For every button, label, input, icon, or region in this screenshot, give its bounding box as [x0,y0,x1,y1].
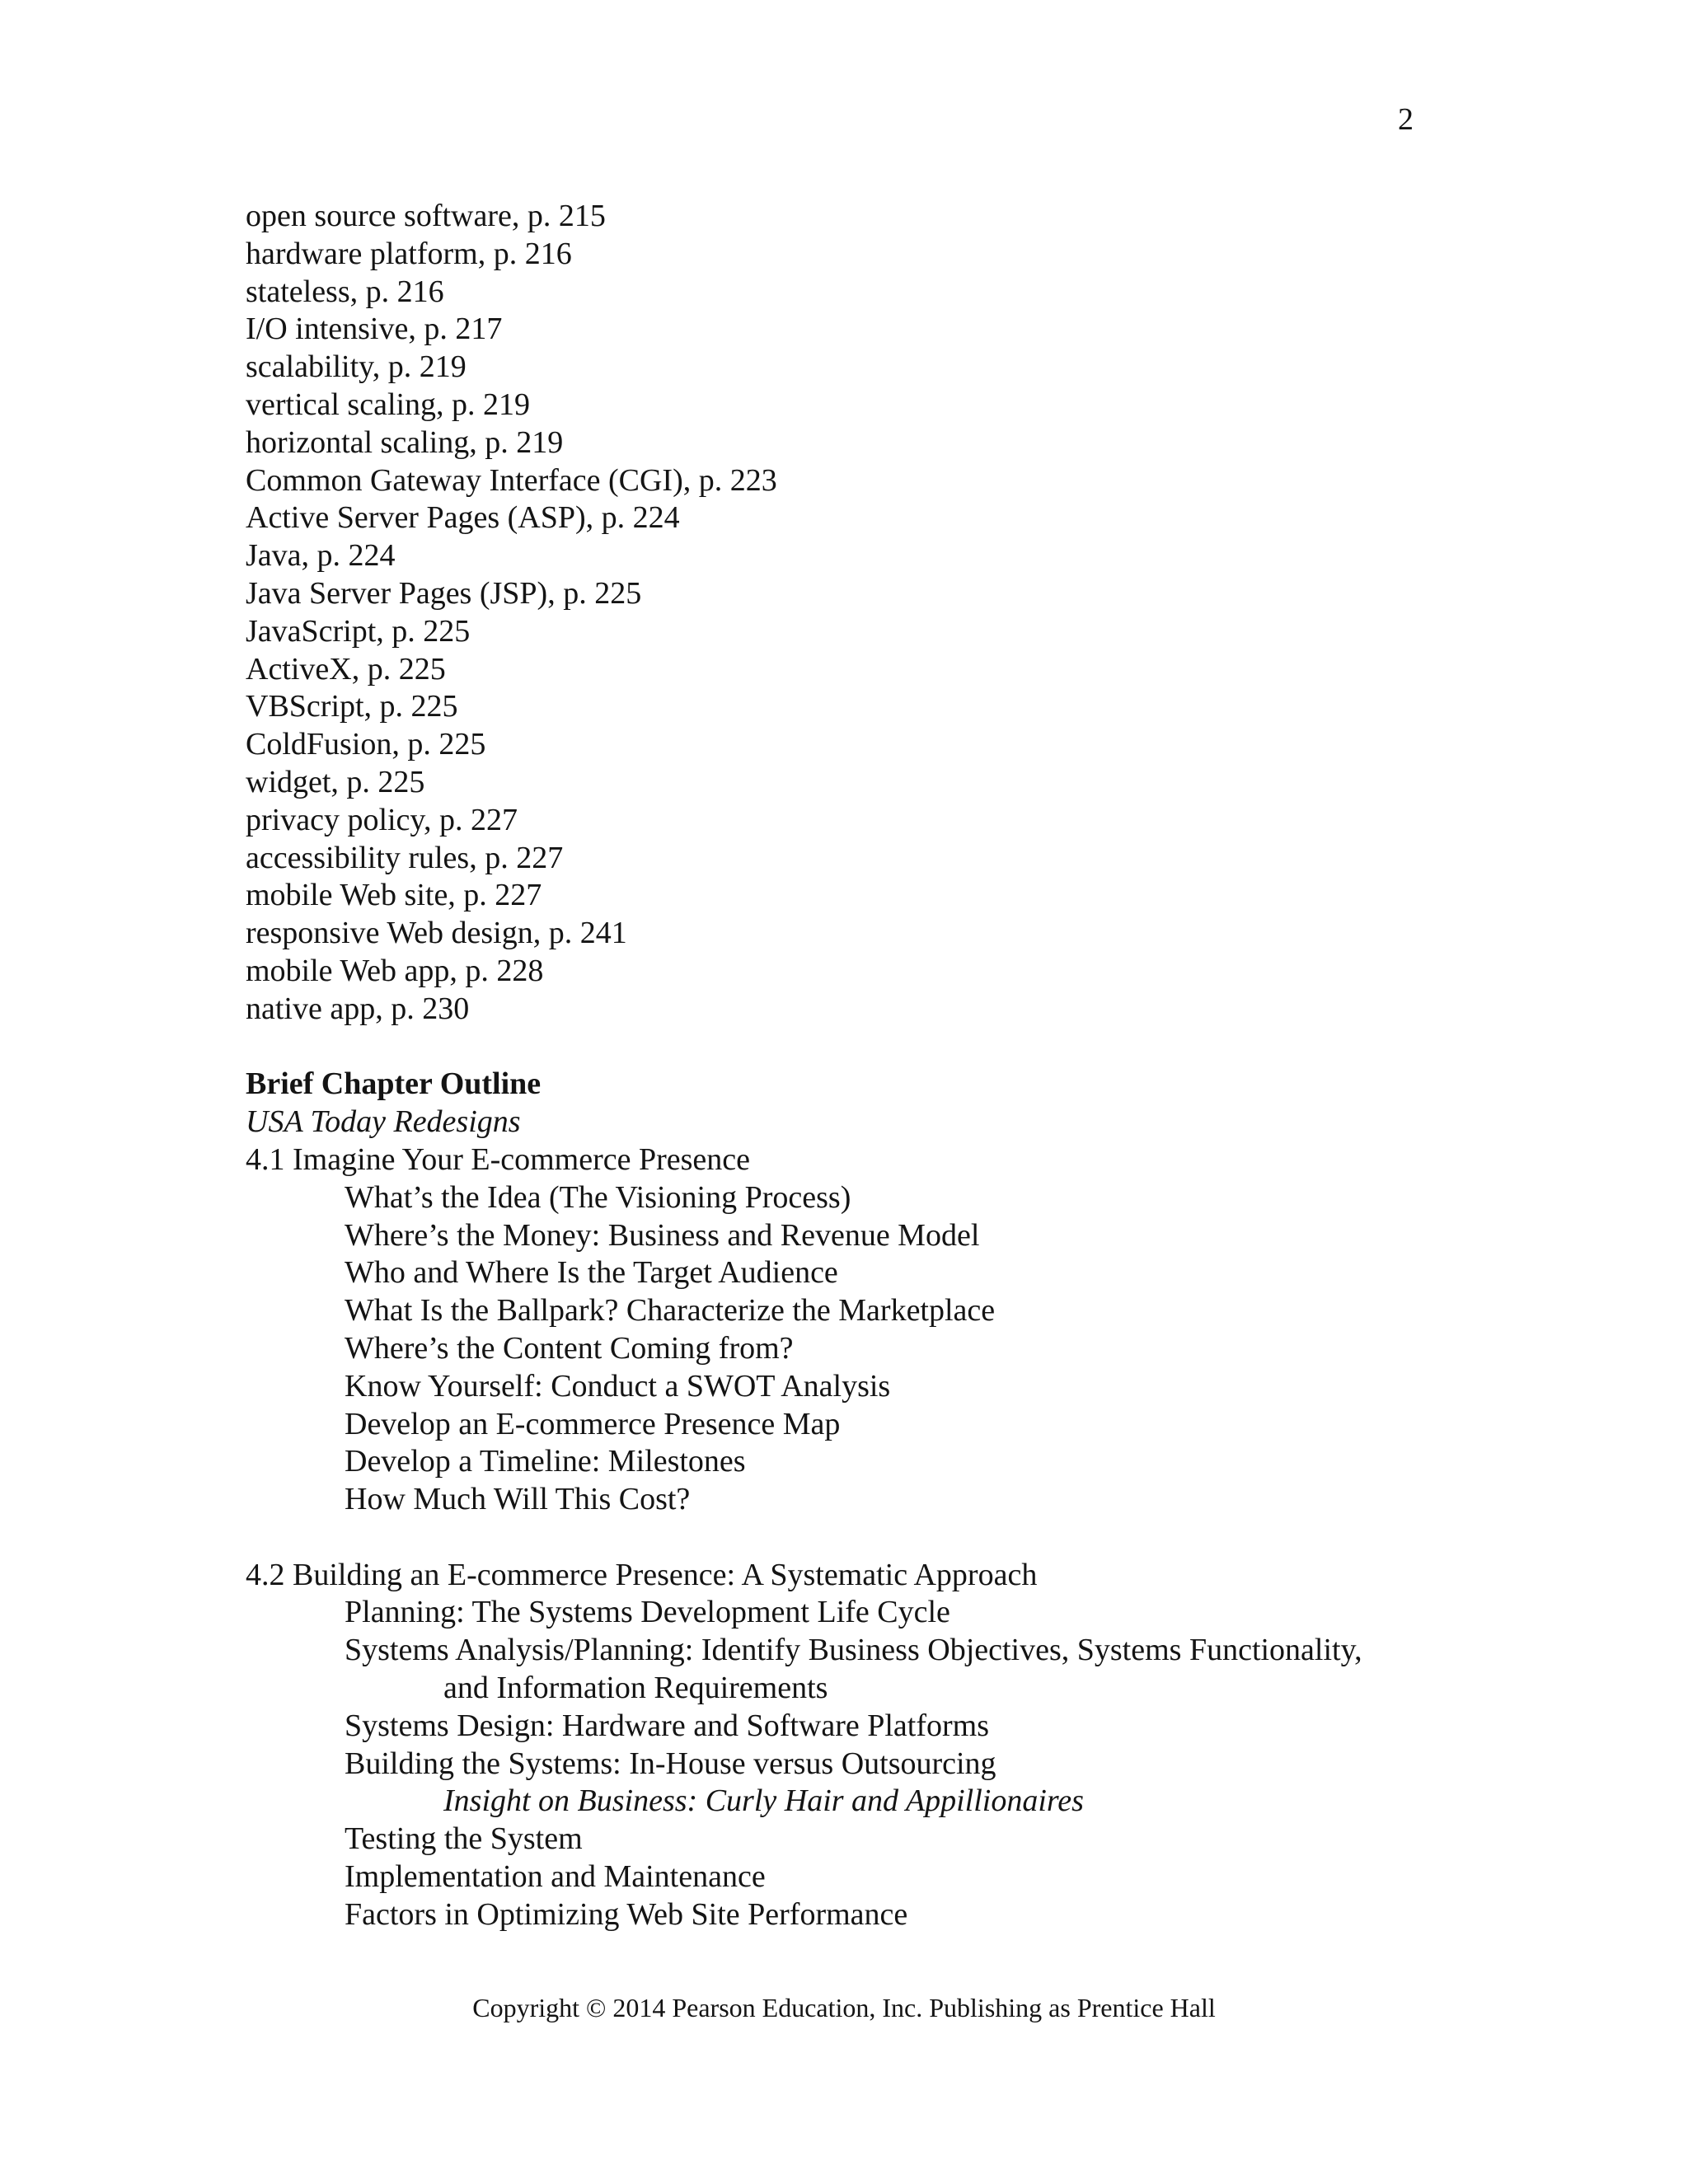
outline-item: Develop an E-commerce Presence Map [345,1406,841,1441]
key-term: Java, p. 224 [246,538,396,574]
chapter-outline [246,1066,1531,1933]
key-term: horizontal scaling, p. 219 [246,424,564,460]
key-term: native app, p. 230 [246,991,470,1026]
outline-item: Develop a Timeline: Milestones [345,1444,746,1479]
outline-item: Know Yourself: Conduct a SWOT Analysis [345,1368,891,1404]
outline-item-continuation: and Information Requirements [443,1671,828,1706]
key-term: ActiveX, p. 225 [246,651,446,687]
key-term: I/O intensive, p. 217 [246,312,503,347]
key-term: mobile Web app, p. 228 [246,953,544,988]
key-term: open source software, p. 215 [246,199,606,233]
key-term: JavaScript, p. 225 [246,613,471,649]
outline-item: Factors in Optimizing Web Site Performance [345,1896,908,1932]
key-term: accessibility rules, p. 227 [246,840,564,875]
page-content [246,198,1531,1934]
section-title: 4.1 Imagine Your E-commerce Presence [246,1141,751,1177]
opening-case-title: USA Today Redesigns [246,1104,521,1140]
outline-item: Testing the System [345,1821,583,1857]
page-number: 2 [1398,102,1414,137]
section-title: 4.2 Building an E-commerce Presence: A Systematic Approach [246,1557,1038,1592]
outline-item: Where’s the Money: Business and Revenue Model [345,1217,980,1253]
outline-item: How Much Will This Cost? [345,1482,691,1517]
key-term: widget, p. 225 [246,764,425,799]
key-term: stateless, p. 216 [246,274,444,309]
key-term: Active Server Pages (ASP), p. 224 [246,500,680,536]
key-terms-list [246,198,1531,1029]
outline-item: What Is the Ballpark? Characterize the Marketplace [345,1293,996,1329]
outline-item: Implementation and Maintenance [345,1859,766,1895]
spacer [246,1519,1531,1557]
key-term: ColdFusion, p. 225 [246,727,486,762]
outline-item: Building the Systems: In-House versus Outsourcing [345,1746,996,1781]
key-term: Java Server Pages (JSP), p. 225 [246,575,642,611]
spacer [246,1029,1531,1066]
key-term: vertical scaling, p. 219 [246,387,531,422]
key-term: hardware platform, p. 216 [246,236,572,271]
key-term: responsive Web design, p. 241 [246,916,627,951]
insight-box-title: Insight on Business: Curly Hair and Appillionaires [443,1783,1084,1819]
outline-item: Who and Where Is the Target Audience [345,1255,838,1291]
outline-item: Where’s the Content Coming from? [345,1330,794,1366]
key-term: scalability, p. 219 [246,349,467,385]
outline-item: What’s the Idea (The Visioning Process) [345,1179,851,1215]
key-term: mobile Web site, p. 227 [246,878,542,913]
key-term: privacy policy, p. 227 [246,802,518,837]
key-term: VBScript, p. 225 [246,689,458,724]
copyright-footer: Copyright © 2014 Pearson Education, Inc. Publishing as Prentice Hall [472,1993,1216,2022]
key-term: Common Gateway Interface (CGI), p. 223 [246,462,777,498]
outline-heading: Brief Chapter Outline [246,1066,542,1102]
outline-item: Systems Design: Hardware and Software Platforms [345,1708,990,1743]
outline-item: Planning: The Systems Development Life Cycle [345,1595,950,1630]
outline-item: Systems Analysis/Planning: Identify Business Objectives, Systems Functionality, [345,1633,1362,1668]
